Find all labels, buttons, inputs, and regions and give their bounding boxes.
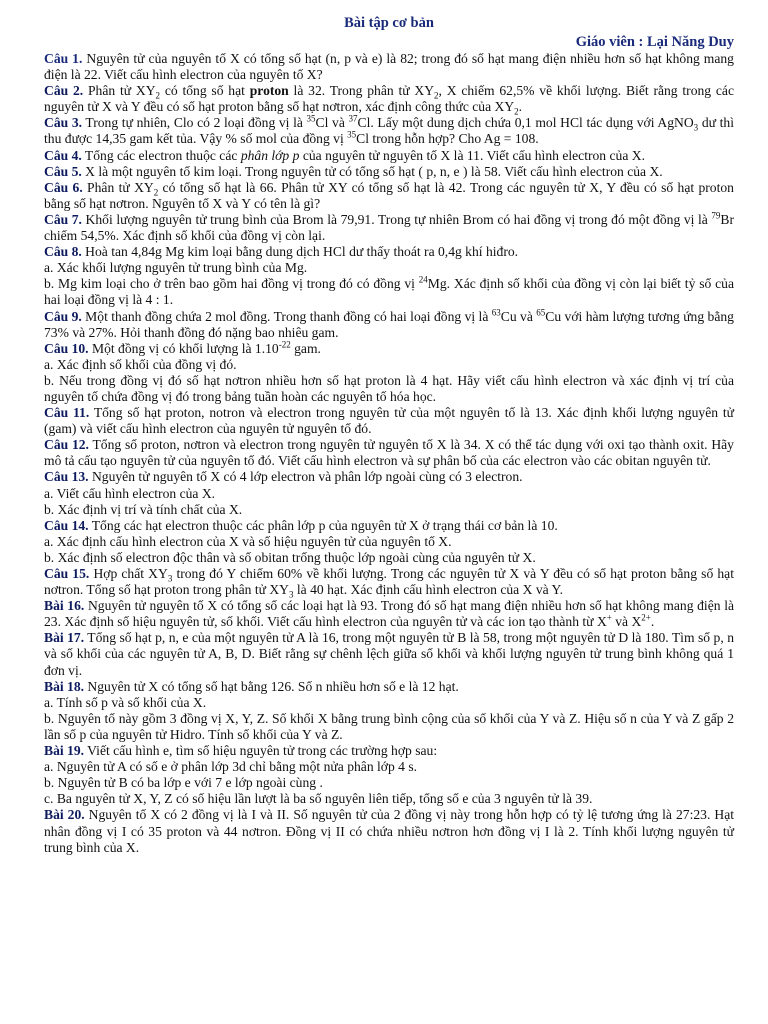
question-14a: a. Xác định cấu hình electron của X và số hiệu nguyên tử của nguyên tố X.	[44, 533, 452, 549]
question-label: Câu 9.	[44, 308, 82, 324]
question-13: Câu 13. Nguyên tử nguyên tố X có 4 lớp electron và phân lớp ngoài cùng có 3 electron.	[44, 469, 523, 485]
question-label: Bài 20.	[44, 807, 85, 823]
question-5: Câu 5. X là một nguyên tố kim loại. Trong nguyên tử có tổng số hạt ( p, n, e ) là 58. Viết cấu hình electron của X.	[44, 163, 663, 179]
question-2: Câu 2. Phân tử $XY_2$ có tổng số hạt proton là 32. Trong phân tử $XY_2$, X chiếm 62,5% về khối lượng. Biết rằng trong các nguyên tử X và Y đều có số hạt proton bằng số hạt nơtron, xác định công thức của $XY_2$.	[44, 83, 734, 117]
question-label: Câu 3.	[44, 115, 83, 131]
question-18: Bài 18. Nguyên tử X có tổng số hạt bằng 126. Số n nhiều hơn số e là 12 hạt.	[44, 678, 459, 694]
question-18a: a. Tính số p và số khối của X.	[44, 694, 207, 710]
question-label: Bài 17.	[44, 630, 85, 646]
question-label: Bài 16.	[44, 598, 85, 614]
question-18b: b. Nguyên tố này gồm 3 đồng vị X, Y, Z. Số khối X bằng trung bình cộng của số khối của Y và Z. Hiệu số n của Y và Z gấp 2 lần số p của nguyên tử Hidro. Tính số khối của Y và Z.	[44, 710, 734, 742]
question-7: Câu 7. Khối lượng nguyên tử trung bình của Brom là 79,91. Trong tự nhiên Brom có hai đồng vị trong đó một đồng vị là $^{79}$Br chiếm 54,5%. Xác định số khối của đồng vị còn lại.	[44, 210, 734, 244]
question-16: Bài 16. Nguyên tử nguyên tố X có tổng số các loại hạt là 93. Trong đó số hạt mang điện nhiều hơn số hạt không mang điện là 23. Xác định số hiệu nguyên tử, số khối. Viết cấu hình electron của nguyên tử và các ion tạo thành từ X+ và $X^{2+}$.	[44, 598, 735, 630]
question-label: Câu 5.	[44, 163, 82, 179]
question-label: Bài 18.	[44, 678, 85, 694]
question-8b: b. Mg kim loại cho ở trên bao gồm hai đồng vị trong đó có đồng vị $^{24}$Mg. Xác định số khối của đồng vị còn lại biết tỷ số của hai loại đồng vị là 4 : 1.	[44, 274, 734, 308]
question-4: Câu 4. Tổng các electron thuộc các phân lớp p của nguyên tử nguyên tố X là 11. Viết cấu hình electron của X.	[44, 147, 645, 163]
exercise-list	[44, 51, 734, 856]
question-8a: a. Xác khối lượng nguyên tử trung bình của Mg.	[44, 260, 308, 276]
question-label: Câu 1.	[44, 51, 83, 66]
teacher-name: Giáo viên : Lại Năng Duy	[575, 34, 734, 50]
question-label: Câu 4.	[44, 147, 82, 163]
question-1	[44, 51, 734, 83]
question-19c: c. Ba nguyên tử X, Y, Z có số hiệu lần lượt là ba số nguyên liên tiếp, tổng số e của 3 nguyên tử là 39.	[44, 791, 593, 807]
question-label: Câu 7.	[44, 211, 82, 227]
question-8: Câu 8. Hoà tan 4,84g Mg kim loại bằng dung dịch HCl dư thấy thoát ra 0,4g khí hiđro.	[44, 244, 519, 260]
question-19a: a. Nguyên tử A có số e ở phân lớp 3d chỉ bằng một nửa phân lớp 4 s.	[44, 759, 418, 775]
question-10b: b. Nếu trong đồng vị đó số hạt nơtron nhiều hơn số hạt proton là 4 hạt. Hãy viết cấu hình electron và xác định vị trí của nguyên tố chứa đồng vị đó trong bảng tuần hoàn các nguyên tố hóa học.	[44, 372, 734, 404]
question-10a: a. Xác định số khối của đồng vị đó.	[44, 356, 237, 372]
question-label: Câu 8.	[44, 244, 82, 260]
question-3: Câu 3. Trong tự nhiên, Clo có 2 loại đồng vị là $^{35}$Cl và $^{37}$Cl. Lấy một dung dịch chứa 0,1 mol HCl tác dụng với AgNO$_3$ dư thì thu được 14,35 gam kết tủa. Vậy % số mol của đồng vị $^{35}$Cl trong hỗn hợp? Cho Ag = 108.	[44, 113, 734, 147]
question-10: Câu 10. Một đồng vị có khối lượng là $1.10^{-22}$ gam.	[44, 339, 321, 356]
question-13b: b. Xác định vị trí và tính chất của X.	[44, 501, 243, 517]
document-title: Bài tập cơ bản	[344, 15, 434, 31]
question-14b: b. Xác định số electron độc thân và số obitan trống thuộc lớp ngoài cùng của nguyên tử X.	[44, 549, 536, 565]
question-20: Bài 20. Nguyên tố X có 2 đồng vị là I và II. Số nguyên tử của 2 đồng vị này trong hỗn hợp có tỷ lệ tương ứng là 27:23. Hạt nhân đồng vị I có 35 proton và 44 nơtron. Đồng vị II có chứa nhiều nơtron hơn đồng vị I là 2. Tính khối lượng nguyên tử trung bình của X.	[44, 807, 734, 855]
question-13a: a. Viết cấu hình electron của X.	[44, 485, 216, 501]
question-label: Câu 6.	[44, 179, 83, 195]
question-text: Nguyên tử của nguyên tố X có tổng số hạt (n, p và e) là 82; trong đó số hạt mang điện nhiều hơn số hạt không mang điện là 22. Viết cấu hình electron của nguyên tố X?	[44, 51, 734, 83]
question-17: Bài 17. Tổng số hạt p, n, e của một nguyên tử A là 16, trong một nguyên tử B là 58, trong một nguyên tử D là 180. Tìm số p, n và số khối của các nguyên tử A, B, D. Biết rằng sự chênh lệch giữa số khối và khối lượng nguyên tử trung bình không quá 1 đơn vị.	[44, 630, 734, 678]
question-label: Câu 11.	[44, 405, 90, 421]
question-14: Câu 14. Tổng các hạt electron thuộc các phân lớp p của nguyên tử X ở trạng thái cơ bản là 10.	[44, 517, 558, 533]
question-label: Câu 13.	[44, 469, 89, 485]
question-19: Bài 19. Viết cấu hình e, tìm số hiệu nguyên tử trong các trường hợp sau:	[44, 743, 438, 759]
question-label: Câu 15.	[44, 566, 90, 581]
question-label: Bài 19.	[44, 743, 85, 759]
question-label: Câu 14.	[44, 517, 89, 533]
question-11: Câu 11. Tổng số hạt proton, notron và electron trong nguyên tử của một nguyên tố là 13. Xác định khối lượng nguyên tử (gam) và viết cấu hình electron của nguyên tử nguyên tố đó.	[44, 405, 734, 437]
question-9: Câu 9. Một thanh đồng chứa 2 mol đồng. Trong thanh đồng có hai loại đồng vị là $^{63}$Cu và $^{65}$Cu với hàm lượng tương ứng bằng 73% và 27%. Hỏi thanh đồng đó nặng bao nhiêu gam.	[44, 306, 734, 340]
question-label: Câu 10.	[44, 340, 89, 356]
question-12: Câu 12. Tổng số proton, nơtron và electron trong nguyên tử nguyên tố X là 34. X có thể tác dụng với oxi tạo thành oxit. Hãy mô tả cấu tạo nguyên tử của nguyên tố đó. Viết cấu hình electron và sự phân bố của các electron vào các obitan nguyên tử.	[44, 437, 734, 469]
question-label: Câu 2.	[44, 83, 84, 99]
question-6: Câu 6. Phân tử $XY_2$ có tổng số hạt là 66. Phân tử XY có tổng số hạt là 42. Trong các nguyên tử X, Y đều có số hạt proton bằng số hạt nơtron. Nguyên tố X và Y có tên là gì?	[44, 179, 734, 211]
question-19b: b. Nguyên tử B có ba lớp e với 7 e lớp ngoài cùng .	[44, 775, 323, 791]
question-label: Câu 12.	[44, 437, 89, 453]
question-15: Câu 15. Hợp chất $XY_3$ trong đó Y chiếm 60% về khối lượng. Trong các nguyên tử X và Y đều có số hạt proton bằng số hạt nơtron. Tổng số hạt proton trong phân tử $XY_3$ là 40 hạt. Xác định cấu hình electron của X và Y.	[44, 566, 734, 600]
